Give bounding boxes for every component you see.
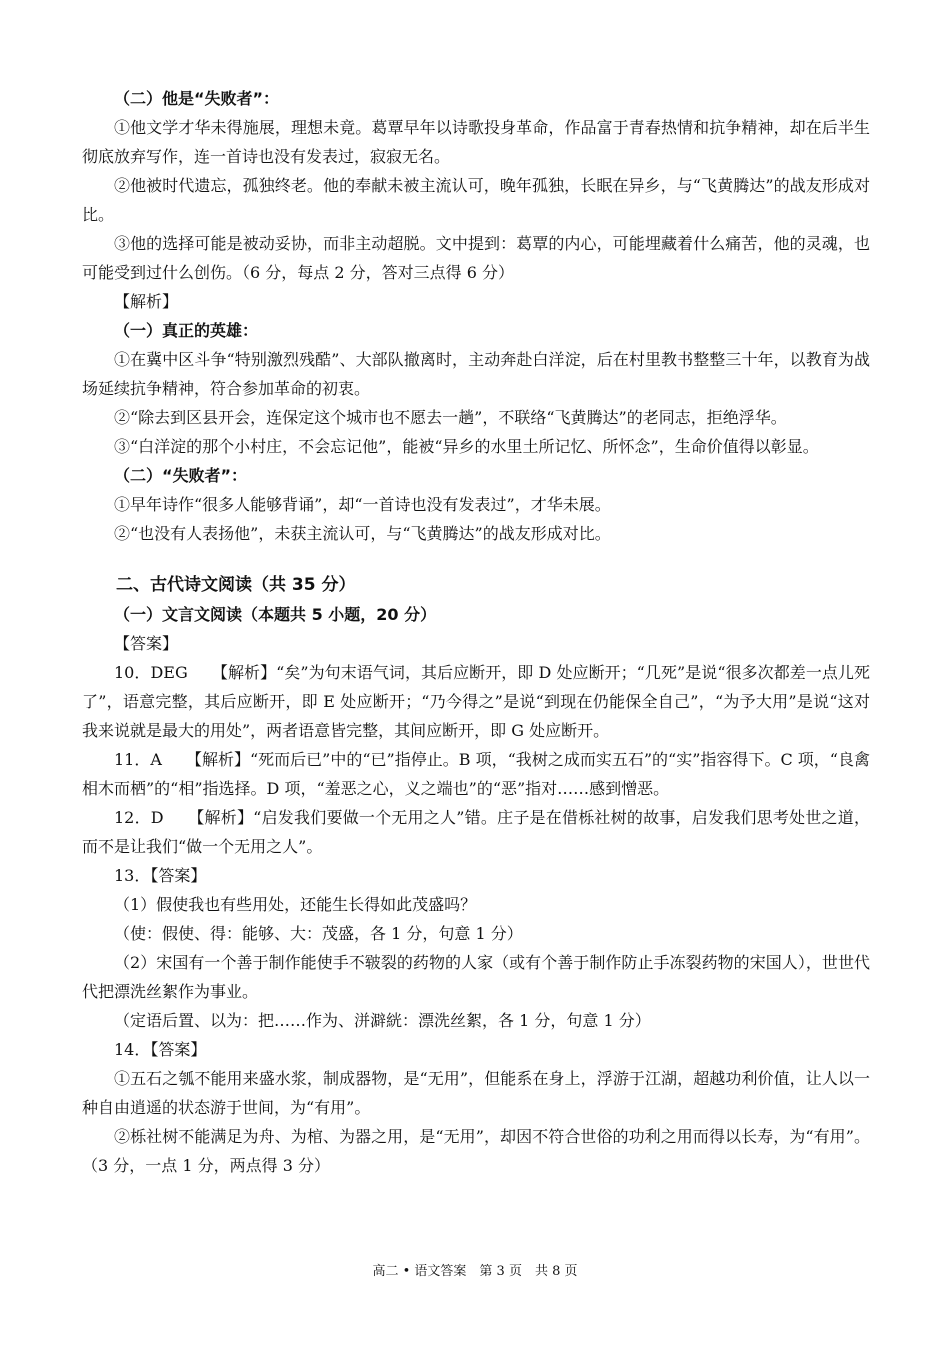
- section-heading-failure-analysis: （二）“失败者”：: [114, 466, 248, 485]
- question-10: 10．DEG 【解析】“矣”为句末语气词，其后应断开，即 D 处应断开；“几死”是说“很多次都差一点儿死了”，语意完整，其后应断开，即 E 处应断开；“乃今得之”是说“到现在仍能保全自己”，“为予大用”是说“这对我来说就是最大的用处”，两者语意皆完整，其间应断开，即 G 处应断开。: [82, 663, 870, 740]
- question-12: 12．D 【解析】“启发我们要做一个无用之人”错。庄子是在借栎社树的故事，启发我们思考处世之道，而不是让我们“做一个无用之人”。: [82, 808, 870, 856]
- question-14-point-2: ②栎社树不能满足为舟、为棺、为器之用，是“无用”，却因不符合世俗的功利之用而得以长寿，为“有用”。（3 分，一点 1 分，两点得 3 分）: [82, 1127, 870, 1175]
- question-14-label: 14．【答案】: [114, 1040, 207, 1059]
- paragraph: ①早年诗作“很多人能够背诵”，却“一首诗也没有发表过”，才华未展。: [114, 495, 611, 514]
- paragraph: ②“也没有人表扬他”，未获主流认可，与“飞黄腾达”的战友形成对比。: [114, 524, 611, 543]
- question-11: 11．A 【解析】“死而后已”中的“已”指停止。B 项，“我树之成而实五石”的“实”指容得下。C 项，“良禽相木而栖”的“相”指选择。D 项，“羞恶之心，义之端也”的“恶”指对……感到憎恶。: [82, 750, 870, 798]
- question-13-label: 13．【答案】: [114, 866, 207, 885]
- paragraph: ①在冀中区斗争“特别激烈残酷”、大部队撤离时，主动奔赴白洋淀，后在村里教书整整三十年，以教育为战场延续抗争精神，符合参加革命的初衷。: [82, 350, 870, 398]
- classical-reading-heading: （一）文言文阅读（本题共 5 小题，20 分）: [114, 605, 437, 624]
- question-13-part-2-note: （定语后置、以为：把……作为、洴澼絖：漂洗丝絮，各 1 分，句意 1 分）: [114, 1011, 651, 1030]
- paragraph: ①他文学才华未得施展，理想未竟。葛覃早年以诗歌投身革命，作品富于青春热情和抗争精神，却在后半生彻底放弃写作，连一首诗也没有发表过，寂寂无名。: [82, 118, 870, 166]
- question-13-part-1: （1）假使我也有些用处，还能生长得如此茂盛吗？: [114, 895, 477, 914]
- answer-label: 【答案】: [114, 634, 179, 653]
- paragraph: ②他被时代遗忘，孤独终老。他的奉献未被主流认可，晚年孤独，长眠在异乡，与“飞黄腾达”的战友形成对比。: [82, 176, 870, 224]
- paragraph: ③“白洋淀的那个小村庄，不会忘记他”，能被“异乡的水里土所记忆、所怀念”，生命价值得以彰显。: [114, 437, 819, 456]
- question-13-part-2: （2）宋国有一个善于制作能使手不皲裂的药物的人家（或有个善于制作防止手冻裂药物的宋国人），世世代代把漂洗丝絮作为事业。: [82, 953, 870, 1001]
- paragraph: ②“除去到区县开会，连保定这个城市也不愿去一趟”，不联络“飞黄腾达”的老同志，拒绝浮华。: [114, 408, 787, 427]
- section-heading-hero: （一）真正的英雄：: [114, 321, 259, 340]
- section-heading-failure: （二）他是“失败者”：: [114, 89, 280, 108]
- page-footer: 高二 • 语文答案 第 3 页 共 8 页: [372, 1264, 578, 1279]
- paragraph: ③他的选择可能是被动妥协，而非主动超脱。文中提到：葛覃的内心，可能埋藏着什么痛苦，他的灵魂，也可能受到过什么创伤。（6 分，每点 2 分，答对三点得 6 分）: [82, 234, 870, 282]
- question-14-point-1: ①五石之瓠不能用来盛水浆，制成器物，是“无用”，但能系在身上，浮游于江湖，超越功利价值，让人以一种自由逍遥的状态游于世间，为“有用”。: [82, 1069, 870, 1117]
- document-body: [82, 84, 870, 1180]
- analysis-label: 【解析】: [114, 292, 179, 311]
- part-two-heading: 二、古代诗文阅读（共 35 分）: [116, 575, 356, 595]
- question-13-part-1-note: （使：假使、得：能够、大：茂盛，各 1 分，句意 1 分）: [114, 924, 523, 943]
